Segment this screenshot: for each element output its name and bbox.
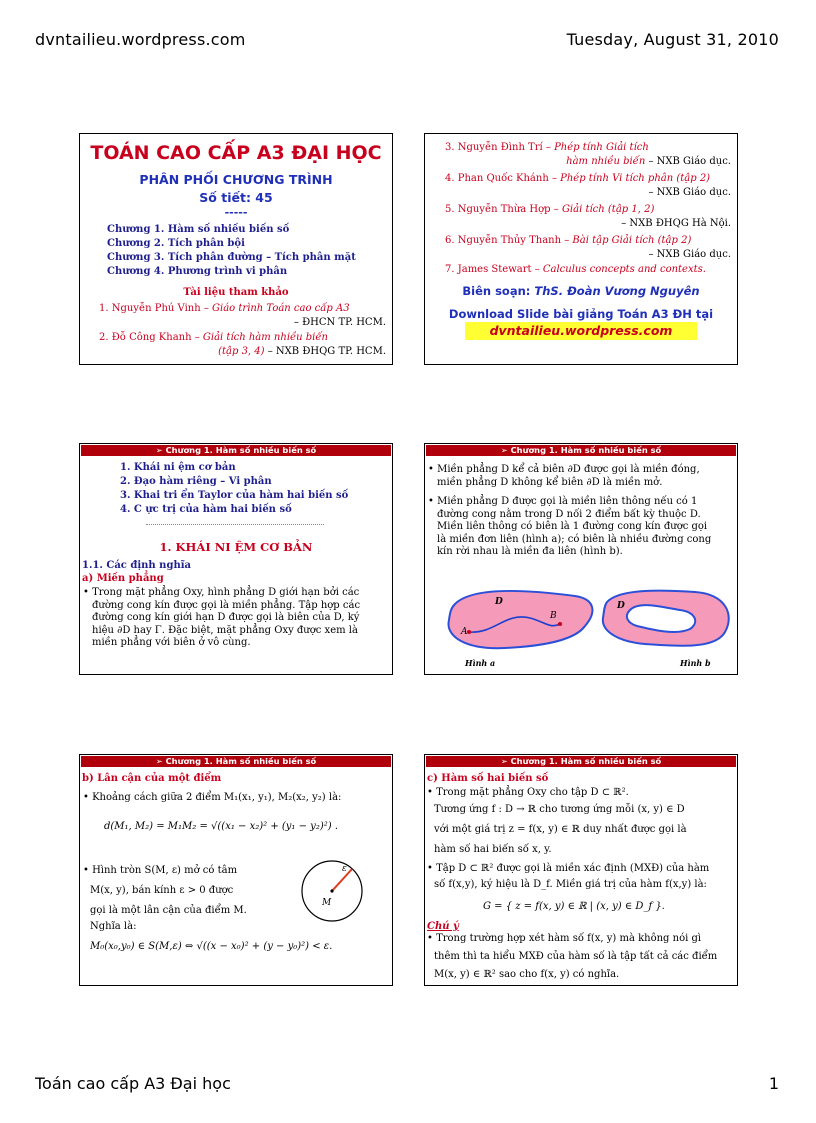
domain-text: số f(x,y), ký hiệu là D_f. Miền giá trị của hàm f(x,y) là:: [434, 879, 707, 890]
reference-1: 1. Nguyễn Phú Vinh – Giáo trình Toán cao cấp A3: [99, 303, 350, 314]
hours-count: Số tiết: 45: [199, 190, 273, 205]
reference-4: 4. Phan Quốc Khánh – Phép tính Vi tích phân (tập 2): [445, 173, 711, 184]
note-text: • Trong trường hợp xét hàm số f(x, y) mà không nói gì: [427, 933, 702, 944]
chapter-bar: ➢ Chương 1. Hàm số nhiều biến số: [81, 756, 391, 767]
distance-text: • Khoảng cách giữa 2 điểm M₁(x₁, y₁), M₂(x₂, y₂) là:: [83, 792, 342, 803]
subsection-title: a) Miền phẳng: [82, 573, 164, 584]
chapter-bar: ➢ Chương 1. Hàm số nhiều biến số: [426, 756, 736, 767]
neighborhood-text: M(x, y), bán kính ε > 0 được: [90, 885, 234, 896]
author: Biên soạn: ThS. Đoàn Vương Nguyên: [462, 284, 700, 298]
slide-6: [424, 754, 738, 986]
toc-item: 2. Đạo hàm riêng – Vi phân: [120, 476, 272, 487]
center-point: [330, 889, 333, 892]
separator: -----: [224, 206, 248, 219]
slide-title: TOÁN CAO CẤP A3 ĐẠI HỌC: [90, 142, 382, 164]
section-heading: 1. KHÁI NI ỆM CƠ BẢN: [159, 540, 313, 554]
center-label: M: [322, 898, 332, 908]
footer-title: Toán cao cấp A3 Đại học: [35, 1074, 231, 1093]
download-text: Download Slide bài giảng Toán A3 ĐH tại: [448, 307, 714, 321]
point-a: [467, 630, 471, 634]
note-title: Chú ý: [427, 921, 459, 932]
toc-item: 4. C ực trị của hàm hai biến số: [120, 504, 292, 515]
neighborhood-text: Nghĩa là:: [90, 921, 137, 932]
chapter-bar: ➢ Chương 1. Hàm số nhiều biến số: [426, 445, 736, 456]
slide-1: [79, 133, 393, 365]
header-date: Tuesday, August 31, 2010: [566, 30, 779, 49]
label-a: A: [461, 627, 468, 637]
definition-text: • Trong mặt phẳng Oxy, hình phẳng D giới hạn bởi các đường cong kín được gọi là miền phẳng. Tập hợp các đường cong kín giới hạn D được gọi là biên của D, ký hiệu ∂D hay Γ. Đặc biệt, mặt phẳng Oxy được xem là miền phẳng với biên ở vô cùng.: [83, 587, 361, 649]
subsection-title: b) Lân cận của một điểm: [82, 773, 222, 784]
chapter-bar: ➢ Chương 1. Hàm số nhiều biến số: [81, 445, 391, 456]
neighborhood-formula: M₀(x₀,y₀) ∈ S(M,ε) ⇔ √((x − x₀)² + (y − y₀)²) < ε.: [90, 941, 333, 952]
function-text: Tương ứng f : D → ℝ cho tương ứng mỗi (x, y) ∈ D: [434, 804, 685, 815]
references-title: Tài liệu tham khảo: [183, 287, 289, 298]
connected-definition: • Miền phẳng D được gọi là miền liên thông nếu có 1 đường cong nằm trong D nối 2 điểm bất kỳ thuộc D. Miền liên thông có biên là 1 đường cong kín được gọi là miền đơn liên (hình a); có biên là nhiều đường cong kín rời nhau là miền đa liên (hình b).: [428, 496, 712, 558]
function-text: với một giá trị z = f(x, y) ∈ ℝ duy nhất được gọi là: [434, 824, 687, 835]
reference-4-publisher: – NXB Giáo dục.: [648, 187, 731, 198]
caption-a: Hình a: [465, 658, 496, 668]
slide-subtitle: PHÂN PHỐI CHƯƠNG TRÌNH: [139, 172, 333, 187]
reference-3: 3. Nguyễn Đình Trí – Phép tính Giải tích: [445, 142, 649, 153]
reference-2-publisher: (tập 3, 4) – NXB ĐHQG TP. HCM.: [218, 346, 386, 357]
domain-text: • Tập D ⊂ ℝ² được gọi là miền xác định (MXĐ) của hàm: [427, 863, 710, 874]
note-text: M(x, y) ∈ ℝ² sao cho f(x, y) có nghĩa.: [434, 969, 620, 980]
divider: [146, 524, 324, 525]
reference-6: 6. Nguyễn Thủy Thanh – Bài tập Giải tích (tập 2): [445, 235, 692, 246]
toc-item: 3. Khai tri ển Taylor của hàm hai biến số: [120, 490, 349, 501]
chapter-item: Chương 2. Tích phân bội: [107, 238, 245, 249]
function-text: • Trong mặt phẳng Oxy cho tập D ⊂ ℝ².: [427, 787, 629, 798]
reference-5: 5. Nguyễn Thừa Hợp – Giải tích (tập 1, 2): [445, 204, 655, 215]
region-figures: [425, 574, 737, 674]
reference-3-cont: hàm nhiều biến – NXB Giáo dục.: [566, 156, 731, 167]
reference-5-publisher: – NXB ĐHQG Hà Nội.: [621, 218, 731, 229]
function-text: hàm số hai biến số x, y.: [434, 844, 552, 855]
slide-5: [79, 754, 393, 986]
closed-open-definition: • Miền phẳng D kể cả biên ∂D được gọi là miền đóng, miền phẳng D không kể biên ∂D là miền mở.: [428, 464, 700, 488]
chapter-item: Chương 4. Phương trình vi phân: [107, 266, 288, 277]
note-text: thêm thì ta hiểu MXĐ của hàm số là tập tất cả các điểm: [434, 951, 718, 962]
circle-figure: [298, 855, 370, 927]
epsilon-label: ε: [342, 864, 347, 874]
point-b: [558, 622, 562, 626]
label-d2: D: [617, 601, 625, 611]
reference-2: 2. Đỗ Công Khanh – Giải tích hàm nhiều biến: [99, 332, 328, 343]
distance-formula: d(M₁, M₂) = M₁M₂ = √((x₁ − x₂)² + (y₁ − y₂)²) .: [104, 821, 339, 832]
simply-connected-region: [448, 591, 592, 648]
site-header: dvntailieu.wordpress.com: [35, 30, 246, 49]
subsection-title: c) Hàm số hai biến số: [427, 773, 549, 784]
neighborhood-text: • Hình tròn S(M, ε) mở có tâm: [83, 865, 238, 876]
label-d: D: [495, 597, 503, 607]
download-link[interactable]: dvntailieu.wordpress.com: [465, 322, 697, 340]
reference-1-publisher: – ĐHCN TP. HCM.: [293, 317, 386, 328]
neighborhood-text: gọi là một lân cận của điểm M.: [90, 905, 247, 916]
label-b: B: [550, 611, 557, 621]
reference-6-publisher: – NXB Giáo dục.: [648, 249, 731, 260]
slide-3: [79, 443, 393, 675]
range-formula: G = { z = f(x, y) ∈ ℝ | (x, y) ∈ D_f }.: [483, 901, 665, 912]
chapter-item: Chương 3. Tích phân đường – Tích phân mặt: [107, 252, 356, 263]
page-number: 1: [768, 1074, 779, 1093]
slide-4: [424, 443, 738, 675]
chapter-item: Chương 1. Hàm số nhiều biến số: [107, 224, 290, 235]
subsection-heading: 1.1. Các định nghĩa: [82, 560, 191, 571]
reference-7: 7. James Stewart – Calculus concepts and contexts.: [445, 264, 706, 275]
toc-item: 1. Khái ni ệm cơ bản: [120, 462, 236, 473]
caption-b: Hình b: [680, 658, 711, 668]
slide-2: [424, 133, 738, 365]
